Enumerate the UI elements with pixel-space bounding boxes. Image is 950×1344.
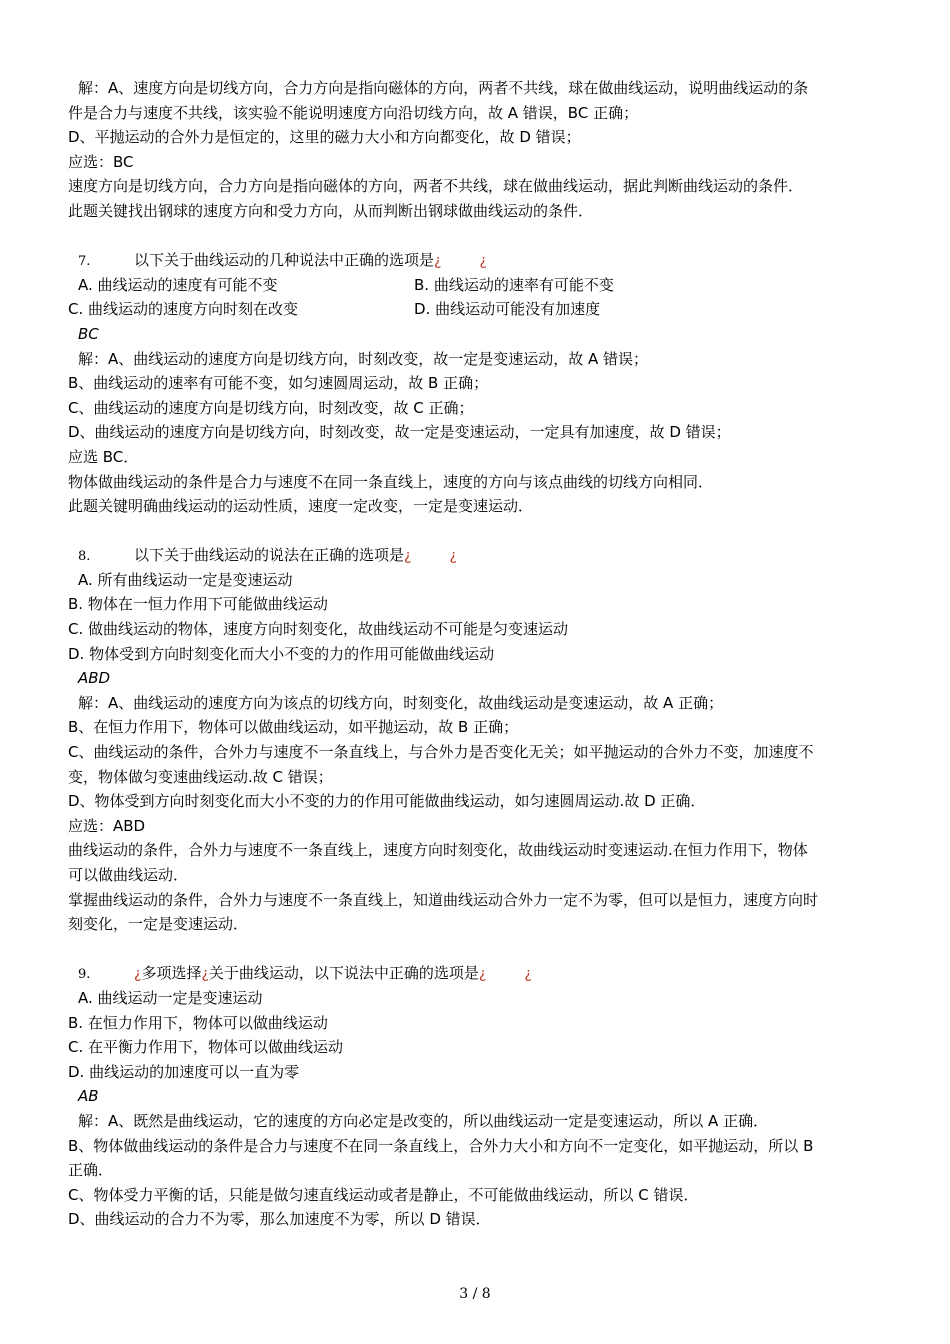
solution-line: D、物体受到方向时刻变化而大小不变的力的作用可能做曲线运动，如匀速圆周运动.故 D 正确．	[68, 792, 706, 811]
page-number: 3 / 8	[459, 1286, 491, 1302]
solution-line: 变，物体做匀变速曲线运动.故 C 错误；	[68, 767, 333, 786]
solution-line: C、曲线运动的速度方向是切线方向，时刻改变，故 C 正确；	[68, 398, 474, 417]
inverted-question-mark: ¿	[404, 548, 412, 565]
option-c: C. 在平衡力作用下，物体可以做曲线运动	[68, 1038, 344, 1057]
prev-solution-line-2: 件是合力与速度不共线，该实验不能说明速度方向沿切线方向，故 A 错误，BC 正确；	[68, 103, 639, 122]
option-c: C. 曲线运动的速度方向时刻在改变	[68, 300, 299, 319]
inverted-question-mark: ¿	[434, 253, 442, 270]
question-9-answer: AB	[78, 1087, 99, 1106]
option-c: C. 做曲线运动的物体，速度方向时刻变化，故曲线运动不可能是匀变速运动	[68, 620, 569, 639]
solution-line: 解：A、既然是曲线运动，它的速度的方向必定是改变的，所以曲线运动一定是变速运动，所以 A 正确．	[78, 1111, 769, 1130]
option-d: D. 曲线运动的加速度可以一直为零	[68, 1062, 300, 1081]
option-b: B. 曲线运动的速率有可能不变	[414, 275, 614, 294]
question-8-answer: ABD	[78, 669, 111, 688]
comment-line: 刻变化，一定是变速运动．	[68, 915, 249, 934]
option-d: D. 物体受到方向时刻变化而大小不变的力的作用可能做曲线运动	[68, 644, 495, 663]
question-text: 以下关于曲线运动的几种说法中正确的选项是	[134, 251, 435, 270]
question-7-answer: BC	[78, 324, 99, 343]
inverted-question-mark: ¿	[449, 548, 457, 565]
option-b: B. 在恒力作用下，物体可以做曲线运动	[68, 1013, 328, 1032]
solution-line: 解：A、曲线运动的速度方向是切线方向，时刻改变，故一定是变速运动，故 A 错误；	[78, 349, 649, 368]
spacer	[68, 937, 888, 962]
spacer	[68, 224, 888, 249]
inverted-question-mark: ¿	[524, 966, 532, 983]
prev-comment-line: 此题关键找出钢球的速度方向和受力方向，从而判断出钢球做曲线运动的条件．	[68, 201, 594, 220]
analysis-line: 曲线运动的条件，合外力与速度不一条直线上，速度方向时刻变化，故曲线运动时变速运动.在恒力作用下，物体	[68, 841, 808, 860]
question-number: 9.	[78, 967, 91, 983]
solution-line: B、物体做曲线运动的条件是合力与速度不在同一条直线上，合外力大小和方向不一定变化，如平抛运动，所以 B	[68, 1136, 814, 1155]
question-7-stem	[68, 248, 888, 273]
solution-line: D、曲线运动的合力不为零，那么加速度不为零，所以 D 错误．	[68, 1210, 491, 1229]
solution-line: 正确．	[68, 1161, 114, 1180]
question-7-options-row-2	[68, 297, 888, 322]
comment-line: 掌握曲线运动的条件，合外力与速度不一条直线上，知道曲线运动合外力一定不为零，但可以是恒力，速度方向时	[68, 890, 819, 909]
question-text: 关于曲线运动，以下说法中正确的选项是	[208, 964, 479, 983]
page-content	[68, 76, 888, 1232]
spacer	[68, 519, 888, 544]
question-9-stem	[68, 961, 888, 986]
analysis-line: 物体做曲线运动的条件是合力与速度不在同一条直线上，速度的方向与该点曲线的切线方向相同．	[68, 472, 714, 491]
prev-answer-line: 应选：BC	[68, 152, 134, 171]
inverted-question-mark: ¿	[134, 966, 142, 983]
solution-line: C、物体受力平衡的话，只能是做匀速直线运动或者是静止，不可能做曲线运动，所以 C 错误．	[68, 1185, 699, 1204]
solution-line: D、曲线运动的速度方向是切线方向，时刻改变，故一定是变速运动，一定具有加速度，故 D 错误；	[68, 423, 731, 442]
answer-choice-line: 应选 BC．	[68, 447, 139, 466]
inverted-question-mark: ¿	[479, 253, 487, 270]
option-a: A. 曲线运动的速度有可能不变	[78, 275, 278, 294]
option-a: A. 所有曲线运动一定是变速运动	[78, 570, 293, 589]
solution-line: C、曲线运动的条件，合外力与速度不一条直线上，与合外力是否变化无关；如平抛运动的合外力不变，加速度不	[68, 743, 814, 762]
question-7-options-row-1	[68, 273, 888, 298]
question-text: 以下关于曲线运动的说法在正确的选项是	[134, 546, 405, 565]
prev-solution-line-3: D、平抛运动的合外力是恒定的，这里的磁力大小和方向都变化，故 D 错误；	[68, 128, 581, 147]
question-number: 7.	[78, 254, 91, 270]
option-b: B. 物体在一恒力作用下可能做曲线运动	[68, 595, 328, 614]
analysis-line: 可以做曲线运动．	[68, 866, 189, 884]
prev-analysis-line: 速度方向是切线方向，合力方向是指向磁体的方向，两者不共线，球在做曲线运动，据此判断曲线运动的条件．	[68, 177, 804, 196]
question-number: 8.	[78, 549, 91, 565]
inverted-question-mark: ¿	[201, 966, 209, 983]
solution-line: B、在恒力作用下，物体可以做曲线运动，如平抛运动，故 B 正确；	[68, 718, 519, 737]
answer-choice-line: 应选：ABD	[68, 816, 146, 835]
question-tag: 多项选择	[141, 964, 202, 983]
question-8-stem	[68, 543, 888, 568]
comment-line: 此题关键明确曲线运动的运动性质，速度一定改变，一定是变速运动．	[68, 497, 534, 516]
solution-line: 解：A、曲线运动的速度方向为该点的切线方向，时刻变化，故曲线运动是变速运动，故 A 正确；	[78, 693, 724, 712]
prev-solution-line-1: 解：A、速度方向是切线方向，合力方向是指向磁体的方向，两者不共线，球在做曲线运动，说明曲线运动的条	[78, 79, 809, 97]
option-d: D. 曲线运动可能没有加速度	[414, 300, 601, 319]
solution-line: B、曲线运动的速率有可能不变，如匀速圆周运动，故 B 正确；	[68, 374, 489, 393]
inverted-question-mark: ¿	[478, 966, 487, 983]
option-a: A. 曲线运动一定是变速运动	[78, 988, 263, 1007]
